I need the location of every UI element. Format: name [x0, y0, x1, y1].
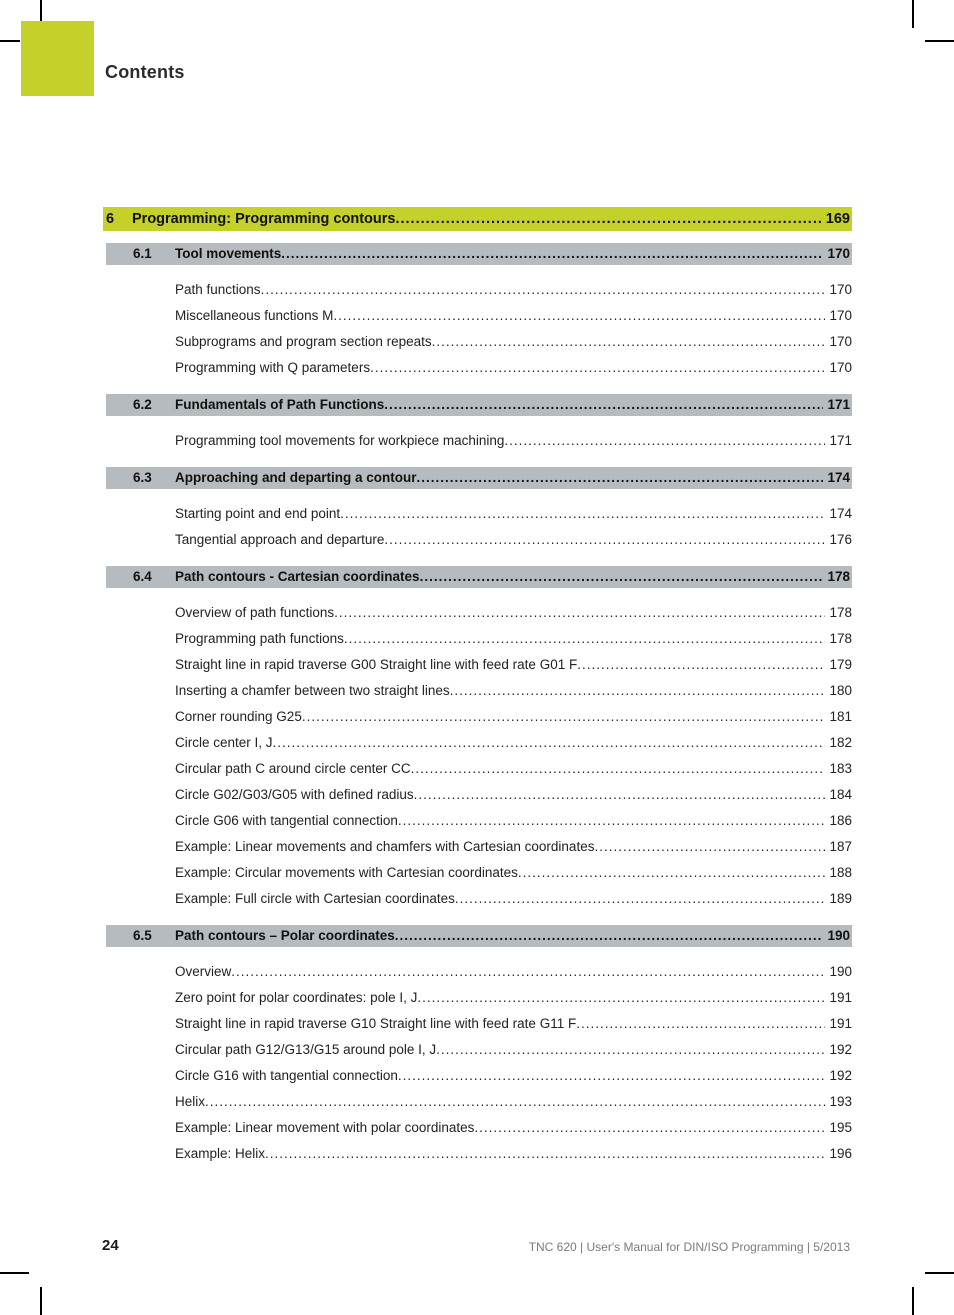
- toc-entry-row[interactable]: [175, 428, 852, 454]
- entry-title: Overview: [175, 964, 232, 979]
- dot-leader: [450, 678, 826, 704]
- folio-page-number: 24: [102, 1237, 119, 1254]
- toc-entry-row[interactable]: [175, 834, 852, 860]
- section-page-number: 174: [827, 470, 850, 485]
- toc-entry-row[interactable]: [175, 1037, 852, 1063]
- entry-title: Circular path G12/G13/G15 around pole I, J: [175, 1042, 437, 1057]
- toc-section-row[interactable]: [106, 394, 852, 416]
- section-title: Path contours - Cartesian coordinates: [175, 569, 420, 584]
- entry-page-number: 193: [829, 1094, 852, 1109]
- section-title: Tool movements: [175, 246, 282, 261]
- toc-entry-row[interactable]: [175, 652, 852, 678]
- dot-leader: [384, 394, 823, 416]
- entry-page-number: 171: [829, 433, 852, 448]
- toc-entry-row[interactable]: [175, 1115, 852, 1141]
- dot-leader: [518, 860, 826, 886]
- section-number: 6.3: [133, 470, 152, 485]
- entry-title: Example: Linear movement with polar coordinates: [175, 1120, 475, 1135]
- chapter-number: 6: [106, 211, 115, 227]
- toc-section-row[interactable]: [106, 925, 852, 947]
- section-page-number: 190: [827, 928, 850, 943]
- entry-page-number: 178: [829, 605, 852, 620]
- chapter-title: Programming: Programming contours: [132, 211, 396, 227]
- dot-leader: [333, 303, 825, 329]
- dot-leader: [417, 467, 824, 489]
- toc-entry-row[interactable]: [175, 782, 852, 808]
- dot-leader: [205, 1089, 825, 1115]
- crop-mark: [40, 1287, 42, 1315]
- section-number: 6.2: [133, 397, 152, 412]
- dot-leader: [265, 1141, 825, 1167]
- entry-title: Path functions: [175, 282, 261, 297]
- entry-page-number: 186: [829, 813, 852, 828]
- dot-leader: [273, 730, 826, 756]
- toc-section-block: [103, 467, 852, 553]
- toc-entry-row[interactable]: [175, 678, 852, 704]
- section-entries: [175, 959, 852, 1167]
- entry-page-number: 178: [829, 631, 852, 646]
- toc-section-block: [103, 566, 852, 912]
- dot-leader: [474, 1115, 825, 1141]
- dot-leader: [384, 527, 825, 553]
- section-title: Path contours – Polar coordinates: [175, 928, 395, 943]
- toc-entry-row[interactable]: [175, 985, 852, 1011]
- dot-leader: [576, 1011, 825, 1037]
- section-title: Approaching and departing a contour: [175, 470, 417, 485]
- toc-sections: [103, 243, 852, 1167]
- entry-title: Example: Helix: [175, 1146, 266, 1161]
- page-title: Contents: [105, 62, 185, 82]
- entry-title: Circle G16 with tangential connection: [175, 1068, 398, 1083]
- entry-title: Miscellaneous functions M: [175, 308, 334, 323]
- crop-mark: [925, 40, 954, 42]
- toc-entry-row[interactable]: [175, 730, 852, 756]
- dot-leader: [370, 355, 825, 381]
- toc-entry-row[interactable]: [175, 355, 852, 381]
- section-page-number: 171: [827, 397, 850, 412]
- entry-title: Circle G06 with tangential connection: [175, 813, 398, 828]
- entry-page-number: 188: [829, 865, 852, 880]
- entry-page-number: 181: [829, 709, 852, 724]
- dot-leader: [395, 925, 824, 947]
- toc-section-block: [103, 394, 852, 454]
- entry-title: Tangential approach and departure: [175, 532, 385, 547]
- toc-entry-row[interactable]: [175, 527, 852, 553]
- toc-entry-row[interactable]: [175, 1089, 852, 1115]
- dot-leader: [504, 428, 825, 454]
- entry-page-number: 170: [829, 334, 852, 349]
- entry-title: Example: Linear movements and chamfers with Cartesian coordinates: [175, 839, 595, 854]
- section-title: Fundamentals of Path Functions: [175, 397, 385, 412]
- toc-entry-row[interactable]: [175, 626, 852, 652]
- dot-leader: [398, 1063, 826, 1089]
- dot-leader: [302, 704, 826, 730]
- toc-entry-row[interactable]: [175, 501, 852, 527]
- table-of-contents: [103, 207, 852, 1180]
- dot-leader: [577, 652, 825, 678]
- entry-title: Circular path C around circle center CC: [175, 761, 411, 776]
- dot-leader: [417, 985, 825, 1011]
- entry-title: Subprograms and program section repeats: [175, 334, 432, 349]
- entry-page-number: 182: [829, 735, 852, 750]
- toc-entry-row[interactable]: [175, 959, 852, 985]
- entry-page-number: 195: [829, 1120, 852, 1135]
- crop-mark: [925, 1272, 954, 1274]
- entry-title: Example: Circular movements with Cartesian coordinates: [175, 865, 518, 880]
- chapter-page-number: 169: [825, 211, 850, 227]
- toc-section-row[interactable]: [106, 467, 852, 489]
- entry-page-number: 176: [829, 532, 852, 547]
- section-number: 6.4: [133, 569, 152, 584]
- entry-title: Straight line in rapid traverse G10 Straight line with feed rate G11 F: [175, 1016, 577, 1031]
- dot-leader: [414, 782, 826, 808]
- dot-leader: [231, 959, 825, 985]
- brand-color-block: [21, 21, 94, 96]
- entry-page-number: 174: [829, 506, 852, 521]
- toc-entry-row[interactable]: [175, 860, 852, 886]
- entry-title: Inserting a chamfer between two straight lines: [175, 683, 450, 698]
- toc-section-block: [103, 243, 852, 381]
- section-number: 6.5: [133, 928, 152, 943]
- toc-chapter-row[interactable]: [103, 207, 852, 231]
- entry-title: Starting point and end point: [175, 506, 341, 521]
- dot-leader: [455, 886, 826, 912]
- toc-entry-row[interactable]: [175, 756, 852, 782]
- dot-leader: [395, 207, 821, 231]
- dot-leader: [340, 501, 825, 527]
- entry-title: Helix: [175, 1094, 206, 1109]
- entry-page-number: 184: [829, 787, 852, 802]
- dot-leader: [344, 626, 826, 652]
- section-entries: [175, 501, 852, 553]
- entry-page-number: 192: [829, 1068, 852, 1083]
- entry-title: Straight line in rapid traverse G00 Straight line with feed rate G01 F: [175, 657, 578, 672]
- toc-entry-row[interactable]: [175, 886, 852, 912]
- entry-page-number: 183: [829, 761, 852, 776]
- crop-mark: [912, 1287, 914, 1315]
- entry-title: Programming path functions: [175, 631, 344, 646]
- toc-section-block: [103, 925, 852, 1167]
- entry-page-number: 191: [829, 1016, 852, 1031]
- toc-entry-row[interactable]: [175, 1011, 852, 1037]
- dot-leader: [436, 1037, 825, 1063]
- toc-entry-row[interactable]: [175, 277, 852, 303]
- entry-title: Corner rounding G25: [175, 709, 302, 724]
- entry-page-number: 189: [829, 891, 852, 906]
- section-number: 6.1: [133, 246, 152, 261]
- dot-leader: [281, 243, 823, 265]
- entry-title: Circle G02/G03/G05 with defined radius: [175, 787, 414, 802]
- entry-title: Programming tool movements for workpiece machining: [175, 433, 505, 448]
- entry-page-number: 179: [829, 657, 852, 672]
- entry-page-number: 191: [829, 990, 852, 1005]
- entry-title: Overview of path functions: [175, 605, 335, 620]
- dot-leader: [432, 329, 826, 355]
- toc-section-row[interactable]: [106, 566, 852, 588]
- section-entries: [175, 600, 852, 912]
- dot-leader: [261, 277, 826, 303]
- toc-entry-row[interactable]: [175, 303, 852, 329]
- toc-entry-row[interactable]: [175, 600, 852, 626]
- section-page-number: 170: [827, 246, 850, 261]
- dot-leader: [594, 834, 825, 860]
- toc-entry-row[interactable]: [175, 808, 852, 834]
- section-entries: [175, 277, 852, 381]
- entry-page-number: 170: [829, 360, 852, 375]
- entry-title: Example: Full circle with Cartesian coordinates: [175, 891, 455, 906]
- toc-entry-row[interactable]: [175, 329, 852, 355]
- crop-mark: [912, 0, 914, 28]
- crop-mark: [0, 40, 20, 42]
- entry-page-number: 190: [829, 964, 852, 979]
- entry-page-number: 170: [829, 308, 852, 323]
- crop-mark: [0, 1272, 29, 1274]
- dot-leader: [398, 808, 826, 834]
- entry-page-number: 170: [829, 282, 852, 297]
- dot-leader: [420, 566, 824, 588]
- entry-page-number: 192: [829, 1042, 852, 1057]
- footer-info: TNC 620 | User's Manual for DIN/ISO Programming | 5/2013: [528, 1240, 850, 1254]
- dot-leader: [411, 756, 826, 782]
- section-page-number: 178: [827, 569, 850, 584]
- entry-page-number: 196: [829, 1146, 852, 1161]
- toc-entry-row[interactable]: [175, 1141, 852, 1167]
- entry-page-number: 187: [829, 839, 852, 854]
- section-entries: [175, 428, 852, 454]
- entry-title: Zero point for polar coordinates: pole I, J: [175, 990, 418, 1005]
- dot-leader: [334, 600, 825, 626]
- toc-section-row[interactable]: [106, 243, 852, 265]
- toc-entry-row[interactable]: [175, 1063, 852, 1089]
- entry-page-number: 180: [829, 683, 852, 698]
- toc-entry-row[interactable]: [175, 704, 852, 730]
- entry-title: Programming with Q parameters: [175, 360, 371, 375]
- entry-title: Circle center I, J: [175, 735, 273, 750]
